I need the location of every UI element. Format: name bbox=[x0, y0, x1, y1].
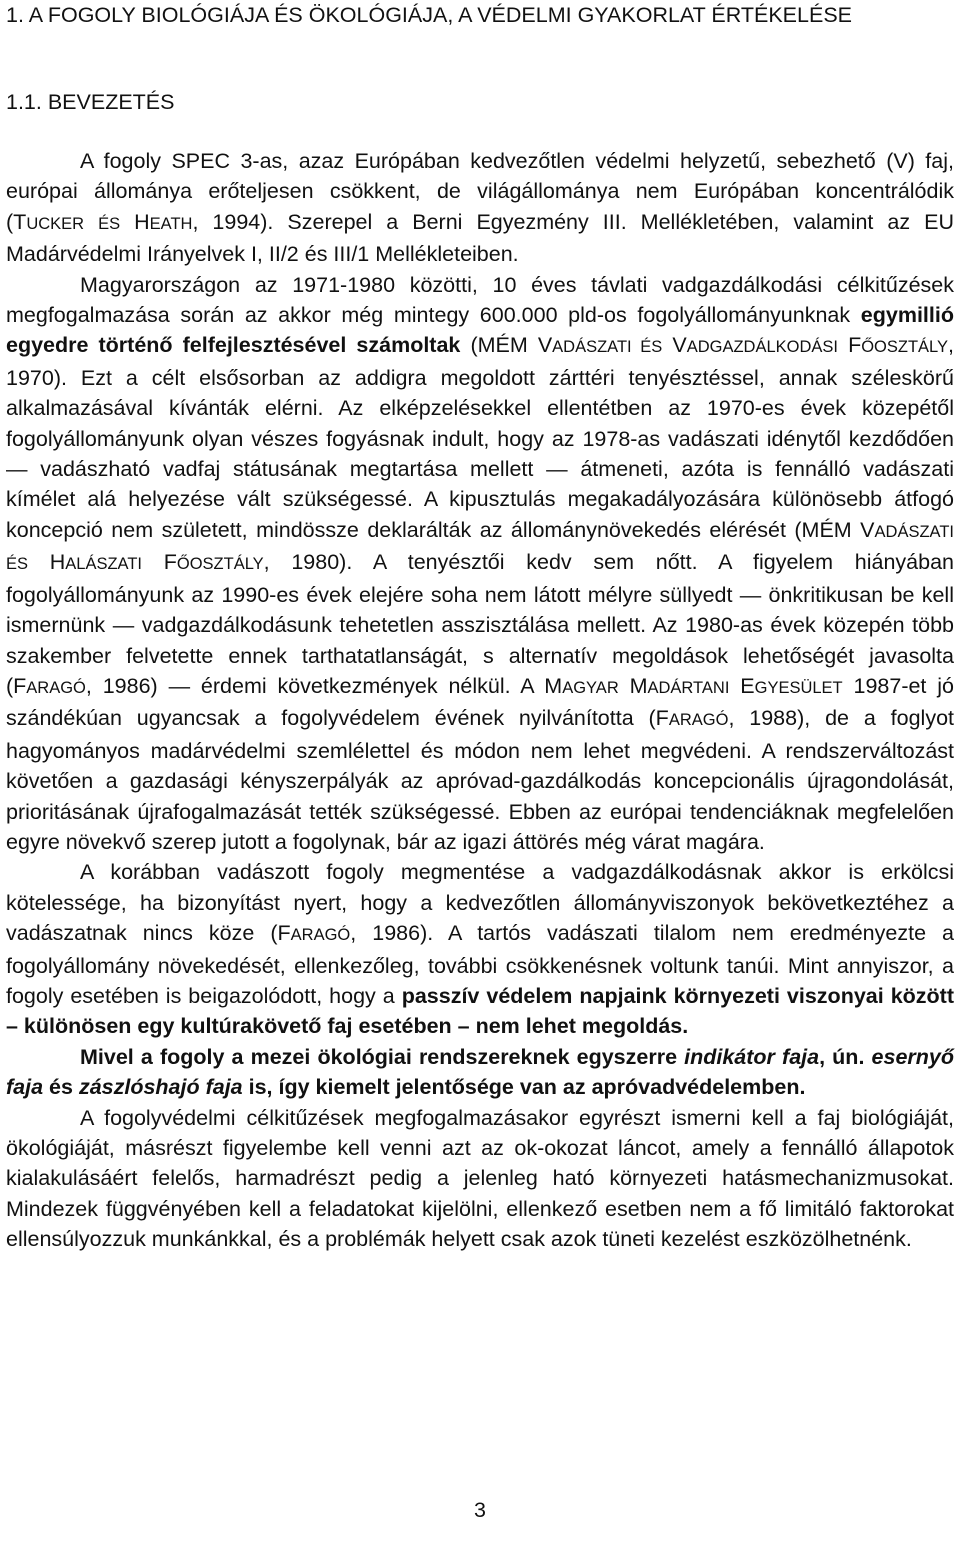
paragraph-text: , 1986) — érdemi következmények nélkül. A M bbox=[85, 673, 563, 698]
citation-author-smallcaps: UCKER bbox=[26, 214, 85, 233]
paragraph-text: A fogolyvédelmi célkitűzések megfogalmazásakor egyrészt ismerni kell a faj biológiáját, ökológiáját, másrészt figyelembe kell venni azt az ok-okozat láncot, amely a fennálló állapotok kialakulásáért felelős, harmadrészt pedig a jelenleg ható környezeti hatásmechanizmusokat. Mindezek függvényében kell a feladatokat kijelölni, ellenkező esetben nem a fő limitáló faktorokat ellensúlyozzuk munkánkkal, és a problémák helyett csak azok tüneti kezelést eszközölhetnénk. bbox=[6, 1105, 954, 1252]
paragraph-text: (MÉM V bbox=[460, 333, 553, 358]
emphasis-text: Mivel a fogoly a mezei ökológiai rendszereknek egyszerre bbox=[80, 1044, 685, 1069]
paragraph-text: Magyarországon az 1971-1980 közötti, 10 éves távlati vadgazdálkodási célkitűzések megfogalmazása során az akkor még mintegy 600.000 pld-os fogolyállományunknak bbox=[6, 272, 954, 328]
paragraph-text: H bbox=[28, 550, 66, 575]
paragraph-obligation bbox=[6, 857, 954, 1041]
emphasis-text: és bbox=[43, 1075, 79, 1100]
emphasis-italic-text: zászlóshajó faja bbox=[78, 1075, 243, 1100]
citation-smallcaps: ADÁSZATI ÉS bbox=[6, 522, 954, 574]
paragraph-intro bbox=[6, 146, 954, 270]
emphasis-italic-text: esernyő faja bbox=[6, 1044, 954, 1100]
citation-author bbox=[84, 210, 98, 234]
section-title: 1.1. BEVEZETÉS bbox=[6, 90, 175, 114]
paragraph-text: V bbox=[662, 333, 687, 358]
citation-smallcaps: ALÁSZATI bbox=[65, 555, 142, 574]
paragraph-text: F bbox=[838, 333, 862, 358]
citation-smallcaps: ADGAZDÁLKODÁSI bbox=[686, 338, 839, 357]
citation-smallcaps: ŐOSZTÁLY bbox=[861, 338, 949, 357]
emphasis-text: passzív védelem napjaink környezeti viszonyai között – különösen egy kultúrakövető faj esetében – nem lehet megoldás. bbox=[6, 983, 954, 1039]
emphasis-italic-text: indikátor faja bbox=[684, 1044, 820, 1069]
paragraph-text: M bbox=[618, 673, 648, 698]
citation-author: H bbox=[120, 209, 150, 234]
paragraph-text: A fogoly SPEC 3-as, azaz Európában kedvezőtlen védelmi helyzetű, sebezhető (V) faj, európai állománya erőteljesen csökkent, de világállománya nem Európában koncentrálódik ( bbox=[6, 149, 954, 234]
citation-author-smallcaps: EATH bbox=[149, 214, 193, 233]
citation-author: T bbox=[13, 209, 27, 234]
paragraph-text: , 1994). Szerepel a Berni Egyezmény III. Mellékletében, valamint az EU Madárvédelmi Irányelvek I, II/2 és III/1 Mellékleteiben. bbox=[6, 209, 954, 267]
paragraph-text: F bbox=[142, 550, 177, 575]
paragraph-history bbox=[6, 270, 954, 858]
paragraph-text: , 1970). Ezt a célt elsősorban az addigra megoldott zárttéri tenyésztéssel, annak széleskörű alkalmazásával kívánták elérni. Az elképzelésekkel ellentétben az 1970-es évek közepétől fogolyállományunk olyan vészes fogyásnak indult, hogy az 1978-as vadászati idénytől kezdődően — vadászható vadfaj státusának megtartása mellett — átmeneti, azóta is fennálló vadászati kímélet alá helyezése vált szükségessé. A kipusztulás megakadályozására különösebb átfogó koncepció nem született, mindössze deklarálták az állománynövekedés elérését (MÉM V bbox=[6, 333, 954, 542]
paragraph-goals bbox=[6, 1103, 954, 1255]
citation-smallcaps: GYESÜLET bbox=[754, 678, 843, 697]
chapter-title: 1. A FOGOLY BIOLÓGIÁJA ÉS ÖKOLÓGIÁJA, A VÉDELMI GYAKORLAT ÉRTÉKELÉSE bbox=[6, 3, 852, 27]
page-number: 3 bbox=[474, 1498, 486, 1522]
paragraph-text: E bbox=[729, 673, 755, 698]
citation-smallcaps: ADÁSZATI ÉS bbox=[552, 338, 663, 357]
citation-smallcaps: ARAGÓ bbox=[26, 678, 86, 697]
paragraph-text: , 1988), de a foglyot hagyományos madárvédelmi szemlélettel és módon nem lehet megvédeni. A rendszerváltozást követően a gazdasági kényszerpályák az apróvad-gazdálkodás koncepcionális újragondolását, prioritásának újrafogalmazását tették szükségessé. Ebben az európai tendenciáknak megfelelően egyre növekvő szerep jutott a fogolynak, bár az igazi áttörés még várat magára. bbox=[6, 706, 955, 854]
citation-smallcaps: ADÁRTANI bbox=[647, 678, 730, 697]
paragraph-text: 1987-et jó szándékúan ugyancsak a fogolyvédelem évének nyilvánította (F bbox=[6, 673, 954, 731]
citation-author-smallcaps: ÉS bbox=[98, 214, 121, 233]
paragraph-text: A korábban vadászott fogoly megmentése a vadgazdálkodásnak akkor is erkölcsi kötelessége, ha bizonyítást nyert, hogy a kedvezőtlen állományviszonyok bekövetkeztéhez a vadászatnak nincs köze (F bbox=[6, 860, 954, 946]
paragraph-indicator bbox=[6, 1042, 954, 1103]
emphasis-text: egymillió egyedre történő felfejlesztésével számoltak bbox=[6, 303, 954, 358]
paragraph-text: , 1980). A tenyésztői kedv sem nőtt. A figyelem hiányában fogolyállományunk az 1990-es évek elejére soha nem látott mélyre süllyedt — önkritikusan be kell ismernünk — vadgazdálkodásunk tehetetlen asszisztálása mellett. Az 1980-as évek közepén több szakember felvetette ennek tarthatatlanságát, s alternatív megoldások lehetőségét javasolta (F bbox=[6, 550, 955, 698]
citation-smallcaps: AGYAR bbox=[562, 678, 619, 697]
emphasis-text: , ún. bbox=[819, 1044, 872, 1069]
citation-smallcaps: ARAGÓ bbox=[668, 711, 729, 730]
citation-smallcaps: ARAGÓ bbox=[290, 926, 351, 945]
paragraph-text: , 1986). A tartós vadászati tilalom nem eredményezte a fogolyállomány növekedését, ellenkezőleg, további csökkenésnek voltunk tanúi. Mint annyiszor, a fogoly esetében is beigazolódott, hogy a bbox=[6, 921, 954, 1008]
emphasis-text: is, így kiemelt jelentősége van az apróvadvédelemben. bbox=[242, 1075, 806, 1100]
body-text bbox=[6, 146, 954, 1255]
citation-smallcaps: ŐOSZTÁLY bbox=[176, 555, 264, 574]
